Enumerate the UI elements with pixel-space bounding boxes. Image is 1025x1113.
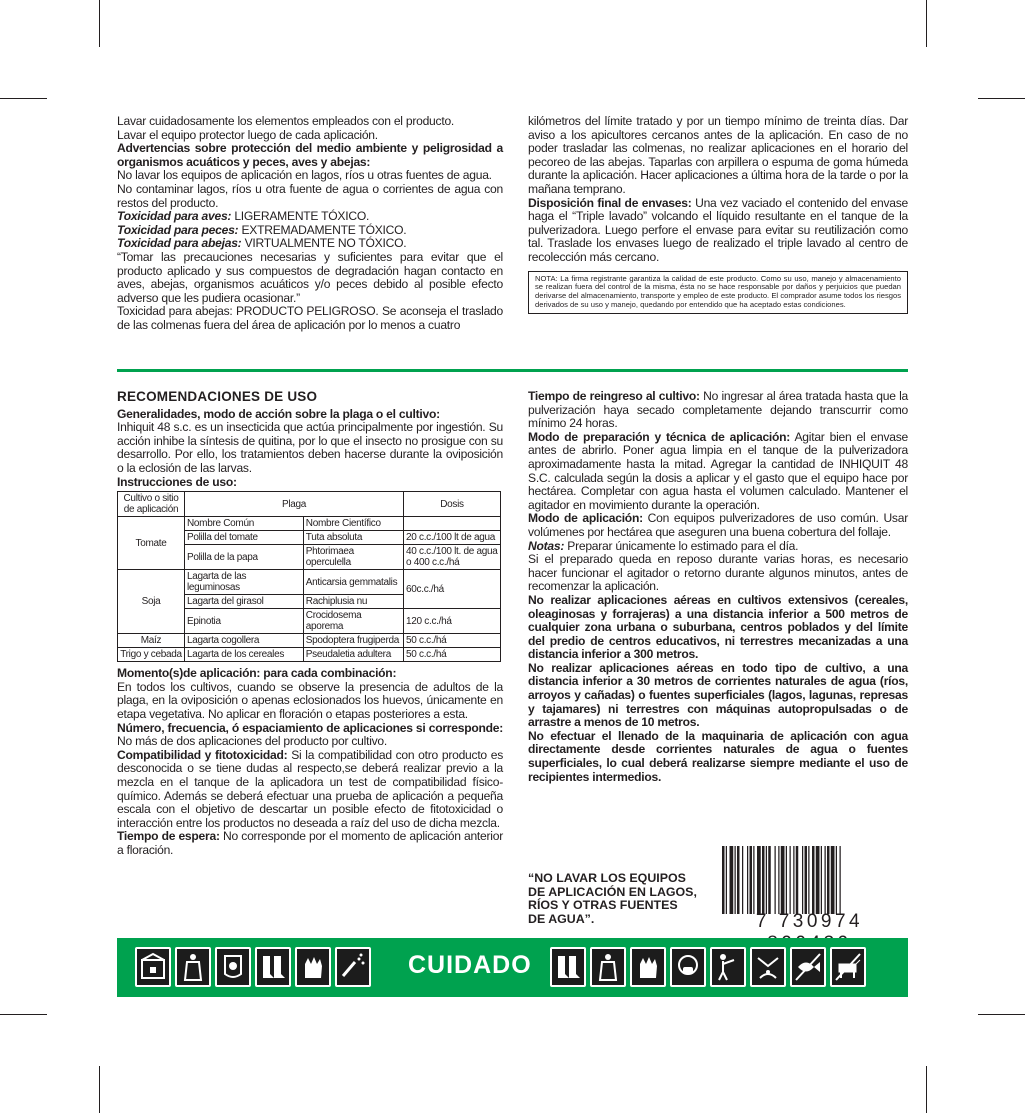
barcode-bar — [836, 846, 837, 914]
disposal-column — [528, 115, 908, 314]
crop-mark — [0, 98, 47, 99]
frequency-paragraph — [117, 722, 503, 749]
usage-column — [117, 390, 503, 857]
barcode-bar — [722, 846, 725, 914]
label: Toxicidad para abejas: — [117, 236, 242, 251]
barcode-bar — [812, 846, 815, 914]
barcode-bar — [753, 846, 754, 914]
barcode-bar — [750, 846, 753, 914]
table-cell: Epinotia — [185, 609, 304, 634]
table-cell: Lagarta de las leguminosas — [185, 570, 304, 595]
warning-paragraph: No efectuar el llenado de la maquinaria de aplicación con agua directamente desde corrientes naturales de agua o fuentes superficiales, lo cual deberá realizarse siempre mediante el uso de recipientes intermedios. — [528, 728, 908, 784]
barcode-bar — [805, 846, 808, 914]
section-divider — [117, 369, 908, 372]
barcode-bar — [781, 846, 785, 914]
barcode-bar — [726, 846, 727, 914]
table-cell: Lagarta cogollera — [185, 634, 304, 648]
section-heading: Generalidades, modo de acción sobre la plaga o el cultivo: — [117, 406, 440, 421]
barcode-number: 7 730974 — [755, 911, 864, 932]
table-cell: Trigo y cebada — [118, 648, 185, 662]
disclaimer-note: NOTA: La firma registrante garantiza la calidad de este producto. Como su uso, manejo y almacenamiento se realizan fuera del control de la misma, ésta no se hace responsable por daños y perjuicios que puedan derivarse del almacenamiento, transporte y empleo de este producto. El comprador asume todos los riesgos derivados de su uso y manejo, quedando por entendido que ha aceptado estas condiciones. — [528, 271, 908, 315]
wash-warning-quote: “NO LAVAR LOS EQUIPOS DE APLICACIÓN EN LAGOS, RÍOS Y OTRAS FUENTES DE AGUA”. — [528, 871, 697, 926]
reentry-paragraph — [528, 390, 908, 431]
value: Una vez vaciado el contenido del envase haga el “Triple lavado” volcando el líquido resultante en el tanque de la pulverizadora. Luego perfore el envase para evitar su reutilización como tal. Traslade los envases luego de realizado el triple lavado al centro de recolección más cercano. — [528, 195, 908, 264]
section-heading: Momento(s)de aplicación: para cada combinación: — [117, 666, 397, 681]
spraying-icon — [710, 947, 746, 987]
label: Modo de preparación y técnica de aplicación: — [528, 429, 791, 444]
value: Preparar únicamente lo estimado para el día. — [564, 538, 799, 553]
table-header: Dosis — [404, 492, 501, 517]
paragraph: Lavar cuidadosamente los elementos empleados con el producto. — [117, 114, 455, 128]
label: Disposición final de envases: — [528, 195, 692, 210]
section-heading: Advertencias sobre protección del medio ambiente y peligrosidad a organismos acuáticos y peces, aves y abejas: — [117, 141, 503, 169]
barcode-bar — [816, 846, 820, 914]
boots-icon — [550, 947, 586, 987]
table-cell: Tomate — [118, 517, 185, 570]
caution-label: CUIDADO — [408, 951, 532, 979]
barcode-bar — [762, 846, 765, 914]
table-cell: 120 c.c./há — [404, 609, 501, 634]
toxicity-bees — [117, 237, 503, 251]
waiting-time-paragraph — [117, 830, 503, 857]
barcode-bar — [796, 846, 799, 914]
label: Toxicidad para peces: — [117, 222, 239, 237]
barcode-bar — [808, 846, 809, 914]
barcode-bar — [768, 846, 771, 914]
respirator-icon — [670, 947, 706, 987]
table-cell: 50 c.c./há — [404, 648, 501, 662]
table-cell: 20 c.c./100 lt de agua — [404, 531, 501, 545]
paragraph: kilómetros del límite tratado y por un tiempo mínimo de treinta días. Dar aviso a los apicultores cercanos antes de la aplicación. En caso de no poder trasladar las colmenas, no realizar aplicaciones en el horario del pecoreo de las abejas. Taparlas con arpillera o espuma de goma húmeda durante la aplicación. Hacer aplicaciones a última hora de la tarde o por la mañana temprano. — [528, 114, 908, 196]
value: Si la compatibilidad con otro producto es desconocida o se tiene dudas al respecto,se deberá realizar previo a la mezcla en el tanque de la aplicadora un test de compatibilidad físico-químico. Además se deberá efectuar una prueba de aplicación a pequeña escala con el objetivo de descartar un posible efecto de fitotoxicidad o interacción entre los productos no deseada a raíz del uso de dicha mezcla. — [117, 747, 503, 830]
toxicity-birds — [117, 210, 503, 224]
table-cell: 50 c.c./há — [404, 634, 501, 648]
face-shield-icon — [215, 947, 251, 987]
section-title: RECOMENDACIONES DE USO — [117, 389, 318, 404]
barcode-bar — [775, 846, 776, 914]
table-cell: 60c.c./há — [404, 570, 501, 609]
table-cell: Nombre Común — [185, 517, 304, 531]
boots-icon — [255, 947, 291, 987]
barcode-bar — [786, 846, 787, 914]
value: VIRTUALMENTE NO TÓXICO. — [241, 236, 407, 251]
dosage-table — [117, 491, 501, 662]
paragraph: “Tomar las precauciones necesarias y suficientes para evitar que el producto aplicado y sus compuestos de degradación hagan contacto en aves, abejas, organismos acuáticos y/o peces debido al posible efecto adverso que les pudiera ocasionar.” — [117, 249, 503, 305]
barcode-bar — [737, 846, 740, 914]
store-locked-icon — [135, 947, 171, 987]
crop-mark — [0, 1014, 47, 1015]
table-cell: Tuta absoluta — [303, 531, 403, 545]
application-mode-paragraph — [528, 512, 908, 539]
caution-banner — [117, 938, 908, 997]
barcode-bar — [840, 846, 841, 914]
label: Tiempo de espera: — [117, 829, 220, 844]
table-cell: Lagarta del girasol — [185, 595, 304, 609]
paragraph: No lavar los equipos de aplicación en lagos, ríos u otras fuentes de agua. — [117, 168, 492, 183]
dangerous-to-livestock-icon — [830, 947, 866, 987]
disposal-paragraph — [528, 197, 908, 265]
table-cell: Nombre Científico — [303, 517, 403, 531]
wash-after-use-icon — [750, 947, 786, 987]
barcode-bar — [793, 846, 794, 914]
preparation-paragraph — [528, 431, 908, 513]
crop-mark — [978, 1014, 1025, 1015]
table-cell: Polilla del tomate — [185, 531, 304, 545]
barcode-bar — [827, 846, 830, 914]
value: Con equipos pulverizadores de uso común. Usar volúmenes por hectárea que aseguren una buena cobertura del follaje. — [528, 511, 908, 539]
table-cell: Spodoptera frugiperda — [303, 634, 403, 648]
crop-mark — [926, 0, 927, 47]
label: Compatibilidad y fitotoxicidad: — [117, 747, 288, 762]
paragraph: Lavar el equipo protector luego de cada aplicación. — [117, 127, 378, 142]
value: LIGERAMENTE TÓXICO. — [231, 209, 370, 224]
label: Modo de aplicación: — [528, 511, 643, 526]
crop-mark — [926, 1066, 927, 1113]
environment-column — [117, 115, 503, 333]
paragraph: Inhiquit 48 s.c. es un insecticida que actúa principalmente por ingestión. Su acción inhibe la síntesis de quitina, por lo que el insecto no prosigue con su desarrollo. Por ello, los tratamientos deben hacerse durante la oviposición o la eclosión de las larvas. — [117, 420, 503, 475]
spraying-icon — [335, 947, 371, 987]
crop-mark — [99, 0, 100, 47]
barcode-bar — [821, 846, 822, 914]
paragraph: En todos los cultivos, cuando se observe la presencia de adultos de la plaga, en la oviposición o apenas eclosionados los huevos, únicamente en etapa vegetativa. No aplicar en floración o etapas posteriores a esta. — [117, 679, 503, 721]
barcode-bar — [825, 846, 826, 914]
apron-icon — [590, 947, 626, 987]
table-cell: Maíz — [118, 634, 185, 648]
table-cell: Phtorimaea operculella — [303, 545, 403, 570]
table-cell: Crocidosema aporema — [303, 609, 403, 634]
warning-paragraph: No realizar aplicaciones aéreas en cultivos extensivos (cereales, oleaginosas y forrajeras) a una distancia inferior a 500 metros de cualquier zona urbana o suburbana, centros poblados y del límite del predio de centros educativos, ni terrestres mecanizadas a una distancia inferior a 300 metros. — [528, 592, 908, 662]
barcode-bar — [747, 846, 748, 914]
label: Toxicidad para aves: — [117, 209, 232, 224]
compatibility-paragraph — [117, 749, 503, 831]
table-cell: Rachiplusia nu — [303, 595, 403, 609]
table-cell: Soja — [118, 570, 185, 634]
barcode-bar — [778, 846, 779, 914]
gloves-icon — [630, 947, 666, 987]
value: EXTREMADAMENTE TÓXICO. — [238, 222, 407, 237]
barcode-bar — [735, 846, 736, 914]
label: Notas: — [528, 538, 565, 553]
value: No corresponde por el momento de aplicación anterior a floración. — [117, 829, 503, 857]
label: Tiempo de reingreso al cultivo: — [528, 389, 700, 403]
barcode-bar — [790, 846, 791, 914]
application-column — [528, 390, 908, 784]
warning-paragraph: No realizar aplicaciones aéreas en todo tipo de cultivo, a una distancia inferior a 30 metros de corrientes naturales de agua (ríos, arroyos y cañadas) o fuentes superficiales (lagos, lagunas, represas y tajamares) ni terrestres con máquinas autopropulsadas o de arrastre a menos de 10 metros. — [528, 660, 908, 730]
table-cell: Pseudaletia adultera — [303, 648, 403, 662]
value: Agitar bien el envase antes de abrirlo. Poner agua limpia en el tanque de la pulverizadora aproximadamente hasta la mitad. Agregar la cantidad de INHIQUIT 48 S.C. calculada según la dosis a aplicar y el gasto que el equipo hace por hectárea. Completar con agua hasta el volumen calculado. Mantener el agitador en movimiento durante la operación. — [528, 429, 909, 512]
section-heading: Instrucciones de uso: — [117, 474, 237, 489]
label: Número, frecuencia, ó espaciamiento de aplicaciones si corresponde: — [117, 720, 503, 735]
barcode-bar — [757, 846, 761, 914]
dangerous-to-fish-icon — [790, 947, 826, 987]
table-header: Plaga — [185, 492, 404, 517]
apron-icon — [175, 947, 211, 987]
paragraph: Si el preparado queda en reposo durante varias horas, es necesario hacer funcionar el agitador o retorno durante algunos minutos, antes de recomenzar la aplicación. — [528, 552, 908, 594]
crop-mark — [978, 98, 1025, 99]
paragraph: No contaminar lagos, ríos u otra fuente de agua o corrientes de agua con restos del producto. — [117, 181, 503, 210]
crop-mark — [99, 1066, 100, 1113]
barcode-bar — [831, 846, 835, 914]
barcode-bar — [742, 846, 743, 914]
table-cell: Lagarta de los cereales — [185, 648, 304, 662]
barcode-bar — [802, 846, 803, 914]
value: No más de dos aplicaciones del producto por cultivo. — [117, 734, 388, 749]
barcode-bar — [766, 846, 767, 914]
table-header: Cultivo o sitio de aplicación — [118, 492, 185, 517]
gloves-icon — [295, 947, 331, 987]
table-cell — [404, 517, 501, 531]
notes-paragraph — [528, 540, 908, 554]
paragraph: Toxicidad para abejas: PRODUCTO PELIGROSO. Se aconseja el traslado de las colmenas fuera del área de aplicación por lo menos a cuatro — [117, 304, 503, 332]
table-cell: Anticarsia gemmatalis — [303, 570, 403, 595]
table-cell: Polilla de la papa — [185, 545, 304, 570]
barcode-bar — [730, 846, 734, 914]
value: No ingresar al área tratada hasta que la pulverización haya secado completamente dejando transcurrir como mínimo 24 horas. — [528, 389, 908, 431]
table-cell: 40 c.c./100 lt. de agua o 400 c.c./há — [404, 545, 501, 570]
